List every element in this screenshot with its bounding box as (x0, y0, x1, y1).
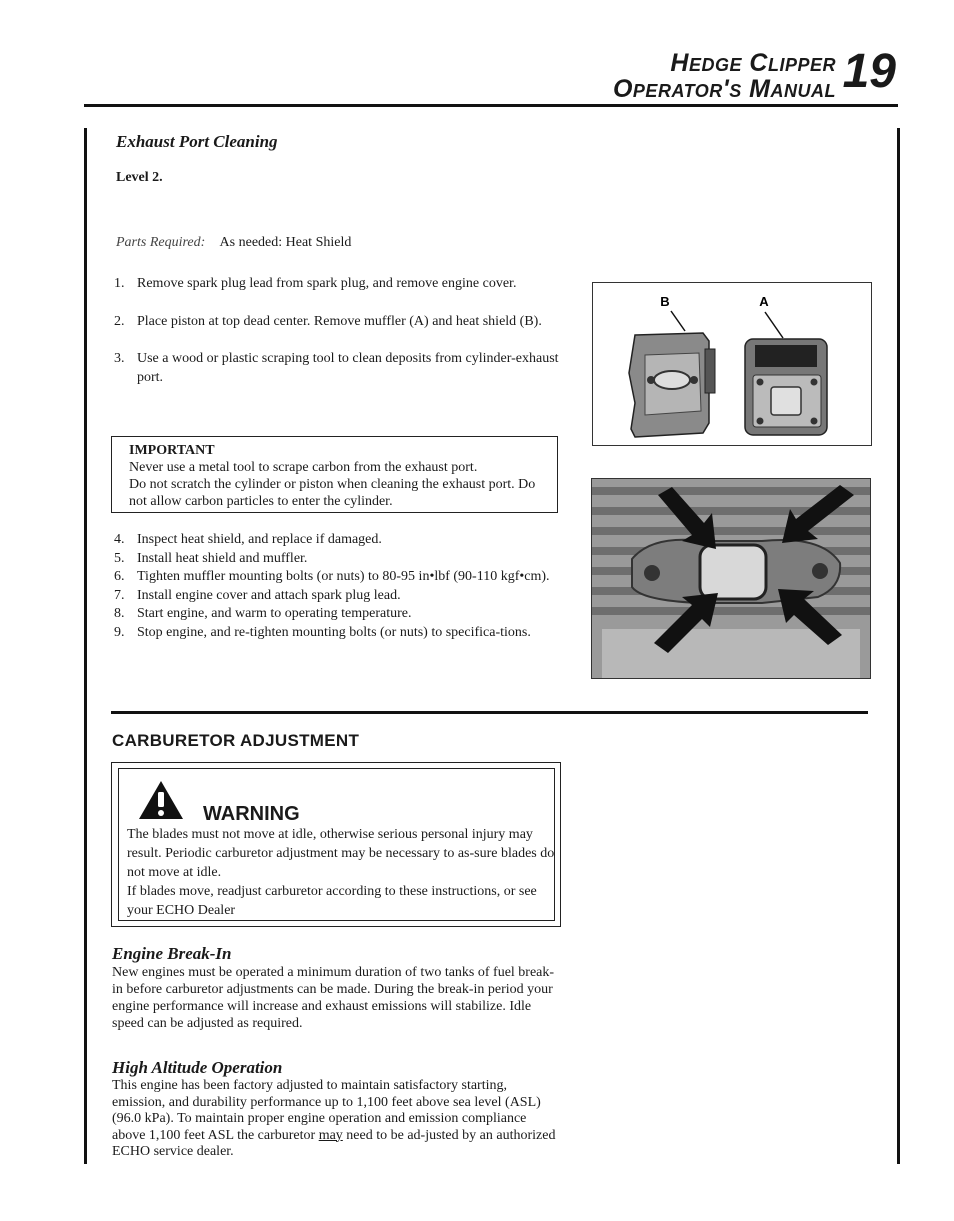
exhaust-heading: Exhaust Port Cleaning (116, 132, 278, 151)
bolt-hole-right (812, 563, 828, 579)
list-item: 8. Start engine, and warm to operating temperature. (114, 606, 412, 621)
parts-required-label: Parts Required: (116, 235, 206, 250)
warning-box (111, 762, 561, 927)
warning-title: WARNING (203, 803, 300, 825)
warning-paragraph-2: If blades move, readjust carburetor according to these instructions, or see your ECHO Dealer (127, 884, 537, 918)
manual-title-line1: Hedge Clipper (670, 49, 836, 77)
muffler-heat-shield-illustration (593, 283, 871, 445)
page-number: 19 (842, 45, 896, 98)
list-item: 1. Remove spark plug lead from spark plug, and remove engine cover. (114, 276, 517, 291)
altitude-text: This engine has been factory adjusted to maintain satisfactory starting, emission, and durability performance up to 1,100 feet above sea level (ASL) (96.0 kPa). To maintain proper engine operation and emission compliance above 1,100 feet ASL the carburetor may need to be ad-justed by an authorized ECHO service dealer. (112, 1078, 556, 1159)
label-b: B (660, 294, 670, 309)
steps-list-b (114, 531, 554, 642)
exhaust-port-illustration (592, 479, 870, 678)
important-line2: Do not scratch the cylinder or piston when cleaning the exhaust port. Do not allow carbon particles to enter the cylinder. (129, 477, 536, 509)
list-item: 5. Install heat shield and muffler. (114, 550, 308, 566)
carburetor-heading: CARBURETOR ADJUSTMENT (112, 731, 360, 750)
important-title: IMPORTANT (129, 443, 215, 458)
list-item: 4. Inspect heat shield, and replace if damaged. (114, 532, 382, 547)
parts-required-value: As needed: Heat Shield (219, 235, 352, 250)
altitude-heading: High Altitude Operation (112, 1058, 283, 1077)
list-item: 9. Stop engine, and re-tighten mounting bolts (or nuts) to specifica-tions. (114, 624, 531, 640)
right-margin-bar (897, 128, 900, 1164)
important-box (111, 436, 558, 513)
header-rule (84, 104, 898, 107)
warning-paragraph-1: The blades must not move at idle, otherwise serious personal injury may result. Periodic carburetor adjustment may be necessary to as-sure blades do not move at idle. (127, 827, 555, 880)
list-item: 3. Use a wood or plastic scraping tool to clean deposits from cylinder-exhaust port. (114, 351, 559, 385)
warning-triangle-icon (137, 779, 185, 821)
level-label: Level 2. (116, 170, 163, 185)
figure-muffler-heat-shield (592, 282, 872, 446)
parts-required (116, 234, 351, 252)
leader-line-a (765, 312, 783, 338)
manual-title-line2: Operator's Manual (612, 75, 836, 103)
left-margin-bar (84, 128, 87, 1164)
list-item: 6. Tighten muffler mounting bolts (or nuts) to 80-95 in•lbf (90-110 kgf•cm). (114, 569, 550, 584)
steps-list-a (114, 275, 562, 387)
manual-title (613, 50, 836, 102)
list-item: 2. Place piston at top dead center. Remove muffler (A) and heat shield (B). (114, 313, 542, 329)
list-item: 7. Install engine cover and attach spark plug lead. (114, 587, 401, 603)
section-rule (111, 711, 868, 714)
warning-text (127, 825, 555, 920)
heat-shield-part (629, 333, 715, 437)
muffler-part (745, 339, 827, 435)
label-a: A (759, 294, 769, 309)
warning-box-inner (118, 768, 555, 921)
breakin-heading: Engine Break-In (112, 944, 232, 963)
important-line1: Never use a metal tool to scrape carbon from the exhaust port. (129, 460, 478, 475)
leader-line-b (671, 311, 685, 331)
breakin-text: New engines must be operated a minimum duration of two tanks of fuel break-in before carburetor adjustments can be made. During the break-in period your engine performance will increase and exhaust emissions will stabilize. Idle speed can be adjusted as required. (112, 965, 555, 1031)
figure-exhaust-port (591, 478, 871, 679)
altitude-emphasis: may (318, 1127, 343, 1143)
exhaust-port-opening (700, 545, 766, 599)
bolt-hole-left (644, 565, 660, 581)
